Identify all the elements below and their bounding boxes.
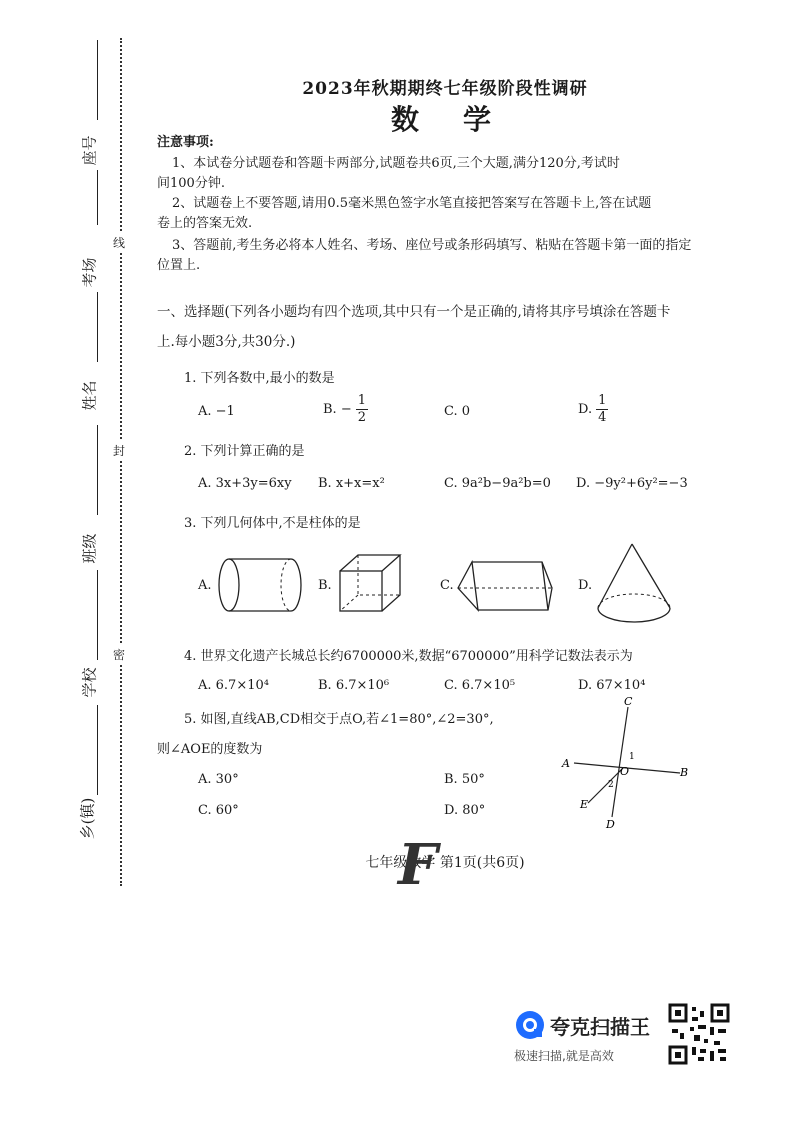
field-line-seat [97, 40, 98, 120]
exam-room-label: 考场 [80, 257, 99, 288]
name-label: 姓名 [80, 380, 99, 411]
notice-heading: 注意事项: [157, 135, 214, 150]
subject-title: 数 学 [390, 103, 499, 136]
field-line-exam-room [97, 170, 98, 225]
scanner-name: 夸克扫描王 [550, 1015, 650, 1039]
figure-angle-2: 2 [608, 780, 614, 790]
question-5-stem-cont: 则∠AOE的度数为 [157, 742, 263, 757]
question-3-option-d: D. [578, 578, 593, 593]
question-5-option-a: A. 30° [198, 772, 239, 787]
question-4-option-a: A. 6.7×10⁴ [198, 678, 269, 693]
seal-secret-label: 密 [113, 644, 125, 665]
figure-label-o: O [620, 765, 630, 778]
notice-item-1-cont: 间100分钟. [157, 176, 225, 191]
cone-figure [596, 542, 676, 632]
question-2-stem: 2. 下列计算正确的是 [184, 444, 305, 459]
fraction-numerator: 1 [357, 393, 366, 408]
question-2-option-b: B. x+x=x² [318, 476, 385, 491]
question-1-option-c: C. 0 [444, 404, 471, 419]
figure-label-e: E [580, 798, 589, 811]
version-mark: F [398, 832, 438, 898]
field-line-school [97, 570, 98, 660]
question-3-option-a: A. [198, 578, 212, 593]
question-5-stem: 5. 如图,直线AB,CD相交于点O,若∠1=80°,∠2=30°, [184, 712, 494, 727]
question-2-option-a: A. 3x+3y=6xy [198, 476, 292, 491]
section-heading: 一、选择题(下列各小题均有四个选项,其中只有一个是正确的,请将其序号填涂在答题卡 [157, 304, 671, 320]
page-footer: 七年级数学 第1页(共6页) [365, 855, 525, 871]
notice-item-2: 2、试题卷上不要答题,请用0.5毫米黑色签字水笔直接把答案写在答题卡上,答在试题 [172, 196, 652, 211]
option-d-prefix: D. [578, 402, 593, 417]
field-line-name [97, 292, 98, 362]
figure-label-a: A [562, 757, 570, 770]
figure-angle-1: 1 [629, 752, 635, 762]
question-4-option-b: B. 6.7×10⁶ [318, 678, 390, 693]
fraction-denominator: 2 [357, 410, 366, 425]
fraction-numerator: 1 [598, 393, 607, 408]
notice-item-3: 3、答题前,考生务必将本人姓名、考场、座位号或条形码填写、粘贴在答题卡第一面的指定 [172, 238, 692, 253]
field-line-class [97, 425, 98, 515]
question-2-option-c: C. 9a²b−9a²b=0 [444, 476, 551, 491]
cylinder-figure [215, 550, 305, 620]
fraction-one-quarter [596, 393, 608, 426]
question-3-option-b: B. [318, 578, 332, 593]
question-1-option-d [578, 393, 608, 426]
field-line-town [97, 705, 98, 795]
question-4-option-d: D. 67×10⁴ [578, 678, 646, 693]
figure-label-b: B [680, 766, 689, 779]
question-5-option-d: D. 80° [444, 803, 486, 818]
question-1-option-b [323, 393, 368, 426]
exam-title: 2023年秋期期终七年级阶段性调研 [302, 79, 588, 99]
fraction-denominator: 4 [598, 410, 607, 425]
seat-label: 座号 [80, 135, 99, 166]
binding-dotted-line [120, 38, 122, 886]
question-5-option-c: C. 60° [198, 803, 239, 818]
notice-item-1: 1、本试卷分试题卷和答题卡两部分,试题卷共6页,三个大题,满分120分,考试时 [172, 156, 620, 171]
town-label: 乡(镇) [78, 797, 97, 840]
question-4-stem: 4. 世界文化遗产长城总长约6700000米,数据“6700000”用科学记数法表示为 [184, 649, 633, 664]
seal-line-label: 线 [113, 232, 125, 253]
cube-figure [338, 553, 408, 613]
fraction-one-half [356, 393, 368, 426]
qr-code-icon [668, 1003, 730, 1065]
question-2-option-d: D. −9y²+6y²=−3 [576, 476, 688, 491]
quark-logo-icon [514, 1009, 546, 1041]
seal-seal-label: 封 [113, 440, 125, 461]
question-5-option-b: B. 50° [444, 772, 485, 787]
prism-figure [456, 558, 556, 614]
question-3-stem: 3. 下列几何体中,不是柱体的是 [184, 516, 361, 531]
figure-label-c: C [624, 695, 633, 708]
option-b-prefix: B. − [323, 402, 352, 417]
notice-item-2-cont: 卷上的答案无效. [157, 216, 253, 231]
class-label: 班级 [80, 533, 99, 564]
intersecting-lines-figure [560, 695, 710, 835]
section-heading-cont: 上.每小题3分,共30分.) [157, 334, 296, 350]
school-label: 学校 [80, 667, 99, 698]
question-3-option-c: C. [440, 578, 454, 593]
question-1-stem: 1. 下列各数中,最小的数是 [184, 371, 335, 386]
notice-item-3-cont: 位置上. [157, 258, 201, 273]
scanner-slogan: 极速扫描,就是高效 [514, 1049, 614, 1063]
question-4-option-c: C. 6.7×10⁵ [444, 678, 516, 693]
figure-label-d: D [606, 818, 615, 831]
question-1-option-a: A. −1 [198, 404, 235, 419]
